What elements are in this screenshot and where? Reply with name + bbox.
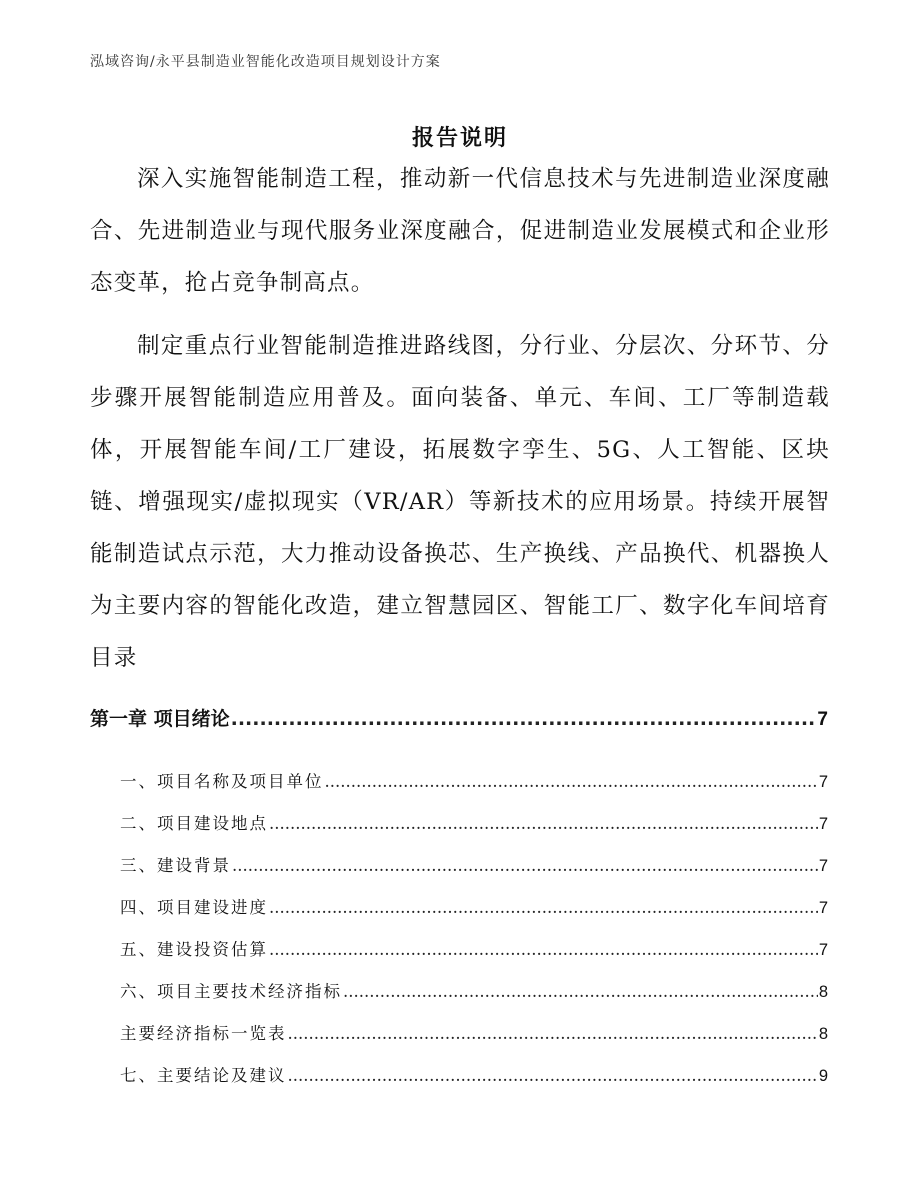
page-header: 泓域咨询/永平县制造业智能化改造项目规划设计方案	[90, 54, 441, 70]
toc-entry[interactable]	[120, 978, 828, 1002]
toc-page-number: 7	[818, 857, 828, 875]
toc-entry-label: 七、主要结论及建议	[120, 1066, 287, 1085]
toc-entry[interactable]	[120, 768, 828, 792]
toc-entry-label: 主要经济指标一览表	[120, 1024, 287, 1043]
toc-chapter-1[interactable]	[90, 704, 828, 731]
toc-entry[interactable]	[120, 936, 828, 960]
toc-leader-dots	[325, 772, 818, 791]
toc-leader-dots	[288, 1024, 818, 1043]
toc-entry[interactable]	[120, 810, 828, 834]
toc-chapter-label: 第一章 项目绪论	[90, 708, 230, 730]
toc-entry[interactable]	[120, 852, 828, 876]
toc-leader-dots	[232, 856, 818, 875]
toc-entry-label: 五、建设投资估算	[120, 940, 268, 959]
paragraph-1: 深入实施智能制造工程，推动新一代信息技术与先进制造业深度融合、先进制造业与现代服务业深度融合，促进制造业发展模式和企业形态变革，抢占竞争制高点。	[90, 166, 830, 296]
toc-entry-label: 六、项目主要技术经济指标	[120, 982, 342, 1001]
page-title: 报告说明	[411, 126, 508, 151]
paragraph-2: 制定重点行业智能制造推进路线图，分行业、分层次、分环节、分步骤开展智能制造应用普及。面向装备、单元、车间、工厂等制造载体，开展智能车间/工厂建设，拓展数字孪生、5G、人工智能、区块链、增强现实/虚拟现实（VR/AR）等新技术的应用场景。持续开展智能制造试点示范，大力推动设备换芯、生产换线、产品换代、机器换人为主要内容的智能化改造，建立智慧园区、智能工厂、数字化车间培育目录	[90, 333, 830, 671]
toc-page-number: 7	[818, 773, 828, 791]
toc-leader-dots	[288, 1066, 818, 1085]
toc-entry[interactable]	[120, 894, 828, 918]
toc-page-number: 7	[817, 709, 828, 730]
toc-page-number: 7	[818, 899, 828, 917]
toc-leader-dots	[269, 940, 818, 959]
toc-leader-dots	[269, 898, 818, 917]
toc-entry-label: 三、建设背景	[120, 856, 231, 875]
toc-entry-label: 四、项目建设进度	[120, 898, 268, 917]
toc-page-number: 7	[818, 815, 828, 833]
toc-page-number: 8	[818, 1025, 828, 1043]
toc-entry[interactable]	[120, 1062, 828, 1086]
toc-page-number: 8	[818, 983, 828, 1001]
toc-entry-label: 一、项目名称及项目单位	[120, 772, 324, 791]
toc-leader-dots	[231, 708, 817, 730]
toc-leader-dots	[269, 814, 818, 833]
toc-page-number: 9	[818, 1067, 828, 1085]
toc-page-number: 7	[818, 941, 828, 959]
toc-entry[interactable]	[120, 1020, 828, 1044]
toc-leader-dots	[343, 982, 818, 1001]
toc-entry-label: 二、项目建设地点	[120, 814, 268, 833]
